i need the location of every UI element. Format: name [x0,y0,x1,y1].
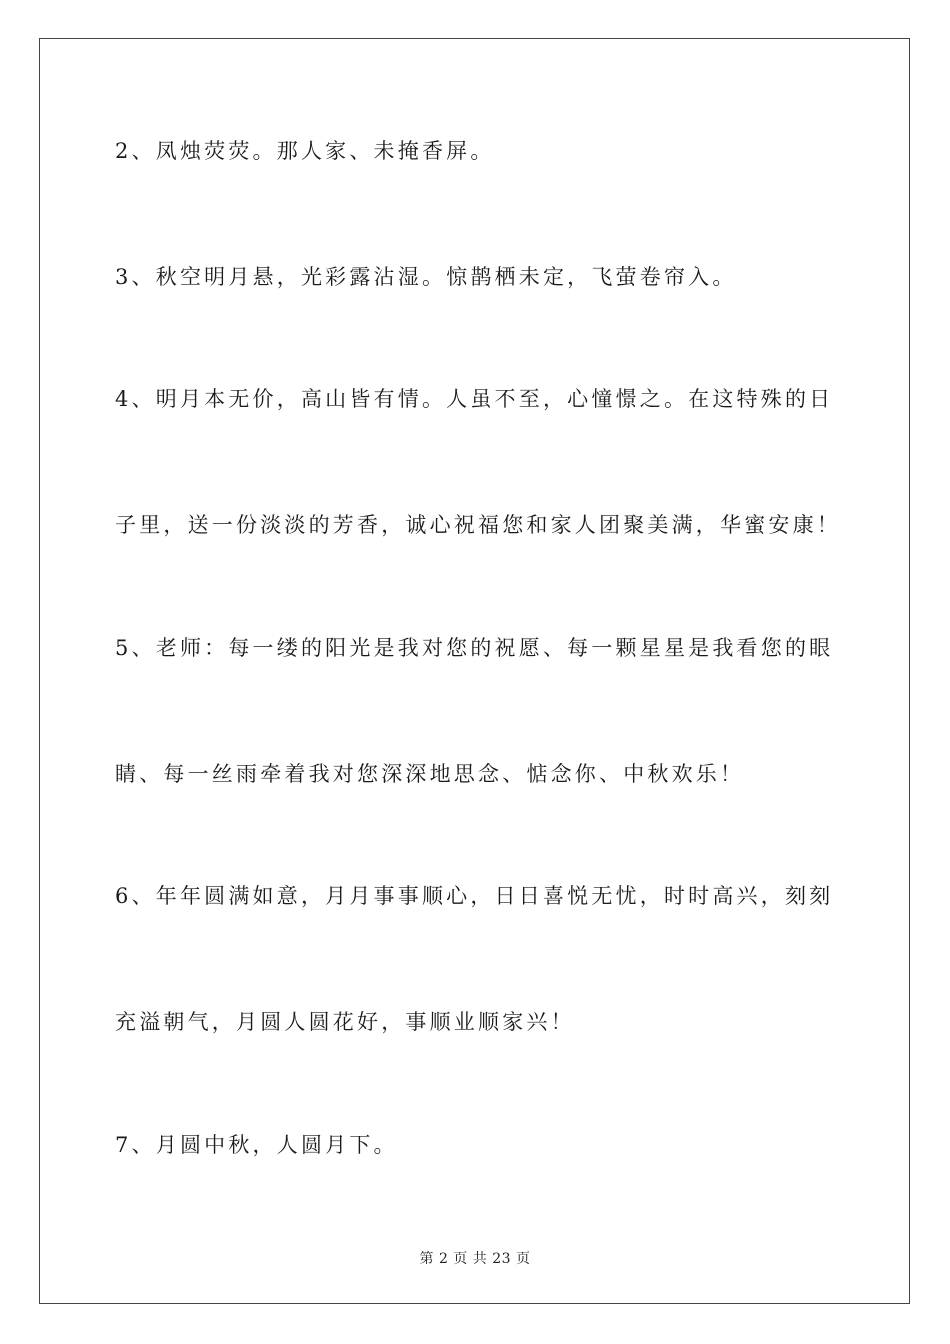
text-line-3: 4、明月本无价，高山皆有情。人虽不至，心憧憬之。在这特殊的日 [115,387,834,411]
text-line-4: 子里，送一份淡淡的芳香，诚心祝福您和家人团聚美满，华蜜安康！ [115,513,841,537]
page-border [39,38,910,1304]
text-line-5: 5、老师：每一缕的阳光是我对您的祝愿、每一颗星星是我看您的眼 [115,636,834,660]
text-line-7: 6、年年圆满如意，月月事事顺心，日日喜悦无忧，时时高兴，刻刻 [115,884,834,908]
text-line-2: 3、秋空明月悬，光彩露沾湿。惊鹊栖未定，飞萤卷帘入。 [115,265,737,289]
text-line-9: 7、月圆中秋，人圆月下。 [115,1133,398,1157]
text-line-8: 充溢朝气，月圆人圆花好，事顺业顺家兴！ [115,1010,575,1034]
page-number-footer: 第 2 页 共 23 页 [419,1251,531,1267]
text-line-1: 2、凤烛荧荧。那人家、未掩香屏。 [115,139,495,163]
text-line-6: 睛、每一丝雨牵着我对您深深地思念、惦念你、中秋欢乐！ [115,762,745,786]
